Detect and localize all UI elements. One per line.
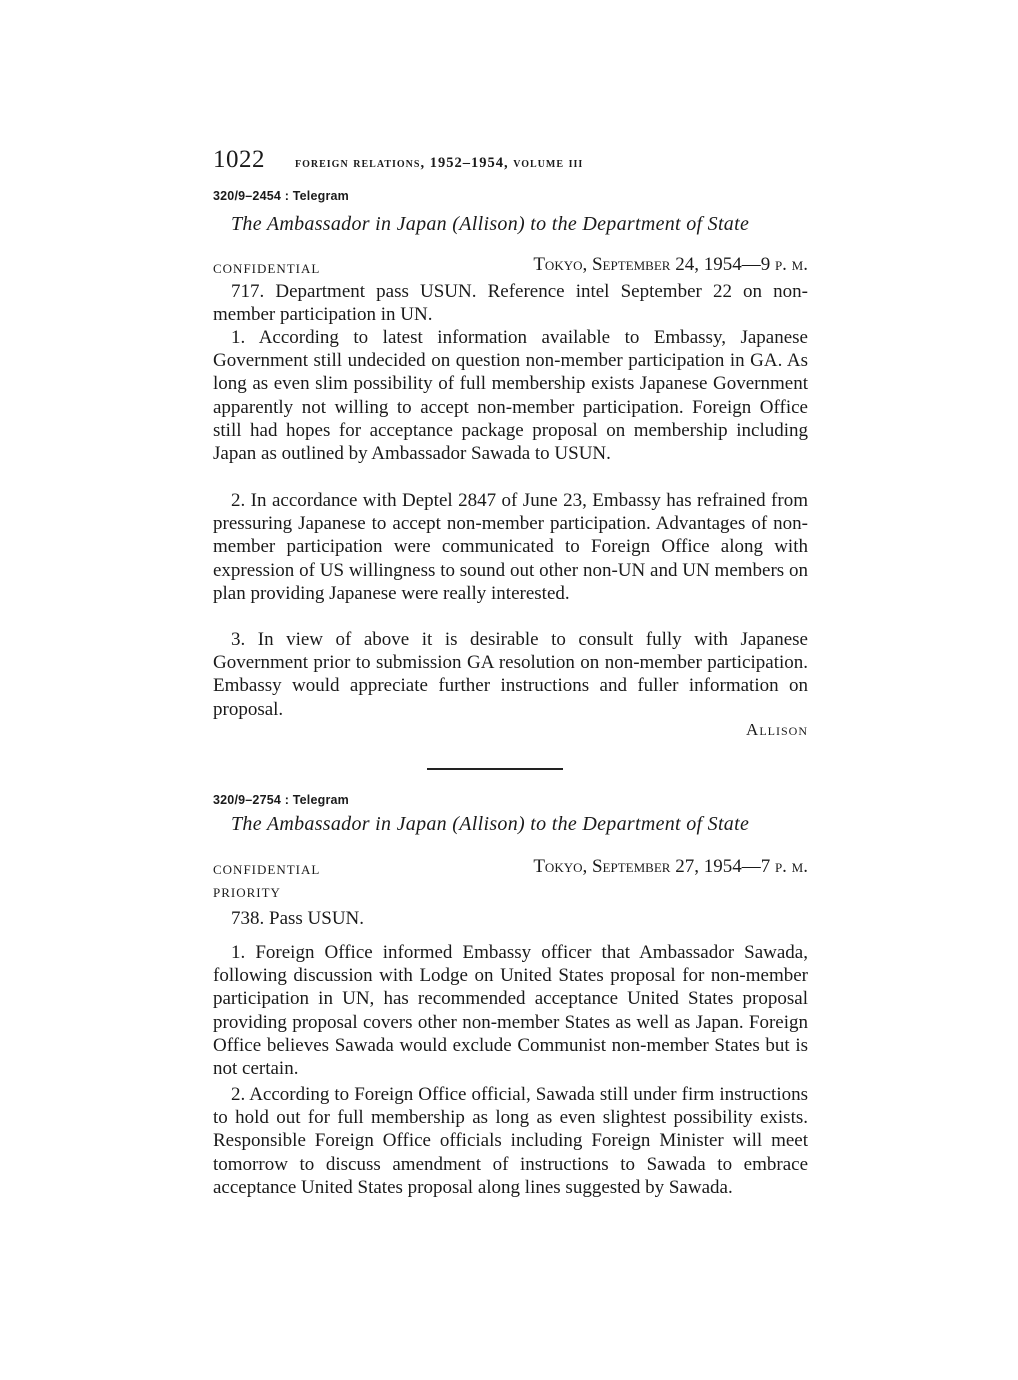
doc1-paragraph-3: 3. In view of above it is desirable to consult fully with Japanese Government prior to submission GA resolution on non-member participation. Embassy would appreciate further instructions and fuller information on proposal. <box>213 629 808 720</box>
doc2-classification: CONFIDENTIAL <box>213 862 321 877</box>
doc1-paragraph-0: 717. Department pass USUN. Reference intel September 22 on non-member participation in UN. <box>213 281 808 326</box>
doc1-paragraph-2: 2. In accordance with Deptel 2847 of June 23, Embassy has refrained from pressuring Japanese to accept non-member participation. Advantages of non-member participation were communicated to Foreign Office along with expression of US willingness to sound out other non-UN and UN members on plan providing Japanese were really interested. <box>213 490 808 604</box>
doc2-dateline: Tokyo, September 27, 1954—7 p. m. <box>533 856 808 877</box>
running-title: foreign relations, 1952–1954, volume iii <box>295 155 584 171</box>
doc2-paragraph-1: 1. Foreign Office informed Embassy officer that Ambassador Sawada, following discussion with Lodge on United States proposal for non-member participation in UN, has recommended acceptance United States proposal providing proposal covers other non-member States as well as Japan. Foreign Office believes Sawada would exclude Communist non-member States but is not certain. <box>213 942 808 1080</box>
doc1-dateline: Tokyo, September 24, 1954—9 p. m. <box>533 254 808 275</box>
doc1-paragraph-1: 1. According to latest information available to Embassy, Japanese Government still undecided on question non-member participation in GA. As long as even slim possibility of full membership exists Japanese Government apparently not willing to accept non-member participation. Foreign Office still had hopes for acceptance package proposal on membership including Japan as outlined by Ambassador Sawada to USUN. <box>213 327 808 465</box>
doc1-signature: Allison <box>746 720 808 739</box>
doc2-paragraph-0: 738. Pass USUN. <box>231 908 365 929</box>
running-head <box>213 146 808 174</box>
doc1-title: The Ambassador in Japan (Allison) to the Department of State <box>231 213 750 235</box>
page-number: 1022 <box>213 146 265 173</box>
doc1-classification: CONFIDENTIAL <box>213 261 321 276</box>
doc2-file-ref: 320/9–2754 : Telegram <box>213 793 349 807</box>
doc2-title: The Ambassador in Japan (Allison) to the Department of State <box>231 813 750 835</box>
doc1-file-ref: 320/9–2454 : Telegram <box>213 189 349 203</box>
section-divider <box>427 768 563 770</box>
doc2-priority: PRIORITY <box>213 885 281 900</box>
doc2-paragraph-2: 2. According to Foreign Office official, Sawada still under firm instructions to hold out for full membership as long as even slightest possibility exists. Responsible Foreign Office officials including Foreign Minister will meet tomorrow to discuss amendment of instructions to Sawada to embrace acceptance United States proposal along lines suggested by Sawada. <box>213 1084 808 1198</box>
